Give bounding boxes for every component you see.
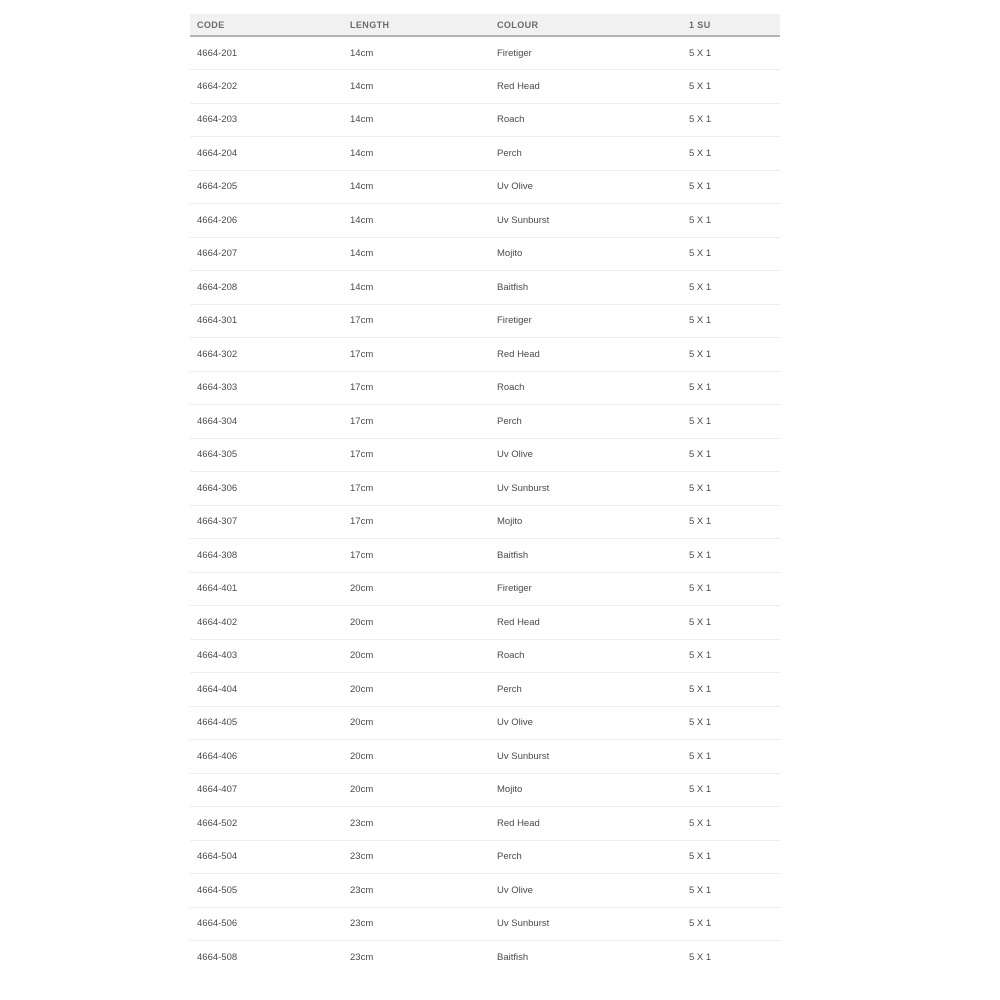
- product-spec-table-container: [190, 14, 780, 974]
- cell-su: 5 X 1: [682, 103, 780, 137]
- cell-code: 4664-502: [190, 807, 343, 841]
- table-row: [190, 36, 780, 70]
- table-row: [190, 103, 780, 137]
- cell-su: 5 X 1: [682, 706, 780, 740]
- cell-code: 4664-505: [190, 874, 343, 908]
- cell-su: 5 X 1: [682, 639, 780, 673]
- cell-length: 20cm: [343, 740, 490, 774]
- cell-su: 5 X 1: [682, 740, 780, 774]
- cell-colour: Roach: [490, 371, 682, 405]
- cell-length: 23cm: [343, 807, 490, 841]
- column-header-colour: COLOUR: [490, 14, 682, 36]
- cell-length: 20cm: [343, 773, 490, 807]
- cell-code: 4664-207: [190, 237, 343, 271]
- cell-length: 23cm: [343, 874, 490, 908]
- table-row: [190, 505, 780, 539]
- cell-code: 4664-405: [190, 706, 343, 740]
- table-row: [190, 941, 780, 975]
- cell-code: 4664-504: [190, 840, 343, 874]
- cell-su: 5 X 1: [682, 606, 780, 640]
- cell-code: 4664-506: [190, 907, 343, 941]
- cell-colour: Baitfish: [490, 539, 682, 573]
- cell-length: 14cm: [343, 36, 490, 70]
- table-row: [190, 371, 780, 405]
- cell-colour: Roach: [490, 639, 682, 673]
- cell-code: 4664-302: [190, 338, 343, 372]
- cell-length: 17cm: [343, 438, 490, 472]
- cell-length: 14cm: [343, 271, 490, 305]
- cell-code: 4664-407: [190, 773, 343, 807]
- cell-colour: Perch: [490, 405, 682, 439]
- cell-length: 17cm: [343, 505, 490, 539]
- table-row: [190, 840, 780, 874]
- table-row: [190, 706, 780, 740]
- cell-colour: Baitfish: [497, 952, 529, 963]
- cell-su: 5 X 1: [682, 405, 780, 439]
- cell-colour: Mojito: [490, 237, 682, 271]
- cell-colour: Uv Sunburst: [490, 204, 682, 238]
- cell-colour: Uv Olive: [490, 874, 682, 908]
- cell-code: 4664-402: [190, 606, 343, 640]
- cell-su: 5 X 1: [682, 137, 780, 171]
- cell-su: 5 X 1: [682, 773, 780, 807]
- cell-su: 5 X 1: [682, 907, 780, 941]
- cell-colour: Red Head: [490, 338, 682, 372]
- table-row: [190, 170, 780, 204]
- table-row: [190, 606, 780, 640]
- cell-code: 4664-203: [190, 103, 343, 137]
- column-header-su: 1 SU: [682, 14, 780, 36]
- cell-su: 5 X 1: [689, 952, 712, 963]
- cell-length: 17cm: [343, 371, 490, 405]
- cell-length: 14cm: [343, 103, 490, 137]
- cell-colour: Uv Olive: [490, 706, 682, 740]
- product-spec-table: [190, 14, 780, 974]
- cell-code: 4664-307: [190, 505, 343, 539]
- cell-length: 17cm: [343, 405, 490, 439]
- cell-su: 5 X 1: [682, 237, 780, 271]
- cell-length: 20cm: [343, 606, 490, 640]
- table-row: [190, 539, 780, 573]
- cell-su: 5 X 1: [682, 472, 780, 506]
- cell-colour: Red Head: [490, 807, 682, 841]
- table-row: [190, 773, 780, 807]
- table-row: [190, 907, 780, 941]
- cell-su: 5 X 1: [682, 371, 780, 405]
- cell-length: 23cm: [350, 952, 374, 963]
- cell-length: 14cm: [343, 170, 490, 204]
- cell-colour: Firetiger: [490, 304, 682, 338]
- cell-code: 4664-202: [190, 70, 343, 104]
- table-row: [190, 807, 780, 841]
- cell-code: 4664-404: [190, 673, 343, 707]
- cell-colour: Mojito: [490, 505, 682, 539]
- cell-code: 4664-306: [190, 472, 343, 506]
- cell-colour: Uv Sunburst: [490, 740, 682, 774]
- cell-colour: Red Head: [490, 70, 682, 104]
- cell-length: 23cm: [343, 907, 490, 941]
- table-row: [190, 740, 780, 774]
- cell-code: 4664-206: [190, 204, 343, 238]
- cell-code: 4664-305: [190, 438, 343, 472]
- cell-code: 4664-303: [190, 371, 343, 405]
- table-row: [190, 572, 780, 606]
- cell-su: 5 X 1: [682, 874, 780, 908]
- cell-length: 17cm: [343, 472, 490, 506]
- cell-code: 4664-208: [190, 271, 343, 305]
- cell-colour: Baitfish: [490, 271, 682, 305]
- table-row: [190, 137, 780, 171]
- cell-code: 4664-401: [190, 572, 343, 606]
- cell-su: 5 X 1: [682, 673, 780, 707]
- cell-su: 5 X 1: [682, 70, 780, 104]
- cell-su: 5 X 1: [682, 170, 780, 204]
- cell-su: 5 X 1: [682, 840, 780, 874]
- cell-length: 14cm: [343, 237, 490, 271]
- cell-colour: Red Head: [490, 606, 682, 640]
- cell-length: 14cm: [343, 70, 490, 104]
- cell-su: 5 X 1: [682, 539, 780, 573]
- table-body: [190, 36, 780, 974]
- table-row: [190, 204, 780, 238]
- cell-su: 5 X 1: [682, 36, 780, 70]
- cell-su: 5 X 1: [682, 505, 780, 539]
- cell-colour: Perch: [490, 840, 682, 874]
- table-row: [190, 304, 780, 338]
- table-row: [190, 237, 780, 271]
- cell-code: 4664-205: [190, 170, 343, 204]
- cell-code: 4664-204: [190, 137, 343, 171]
- cell-code: 4664-406: [190, 740, 343, 774]
- cell-colour: Uv Olive: [490, 438, 682, 472]
- table-header: [190, 14, 780, 36]
- cell-colour: Roach: [490, 103, 682, 137]
- cell-length: 17cm: [343, 539, 490, 573]
- table-row: [190, 271, 780, 305]
- cell-su: 5 X 1: [682, 304, 780, 338]
- cell-colour: Uv Sunburst: [490, 472, 682, 506]
- table-row: [190, 874, 780, 908]
- table-row: [190, 338, 780, 372]
- cell-length: 20cm: [343, 706, 490, 740]
- cell-code: 4664-403: [190, 639, 343, 673]
- cell-length: 23cm: [343, 840, 490, 874]
- cell-code: 4664-301: [190, 304, 343, 338]
- cell-su: 5 X 1: [682, 271, 780, 305]
- cell-colour: Uv Olive: [490, 170, 682, 204]
- cell-colour: Firetiger: [490, 36, 682, 70]
- cell-code: 4664-508: [197, 952, 238, 963]
- cell-su: 5 X 1: [682, 438, 780, 472]
- cell-su: 5 X 1: [682, 807, 780, 841]
- cell-length: 20cm: [343, 673, 490, 707]
- cell-colour: Firetiger: [490, 572, 682, 606]
- table-row: [190, 438, 780, 472]
- table-row: [190, 639, 780, 673]
- cell-su: 5 X 1: [682, 204, 780, 238]
- cell-length: 17cm: [343, 304, 490, 338]
- table-row: [190, 472, 780, 506]
- cell-length: 20cm: [343, 572, 490, 606]
- cell-colour: Perch: [490, 137, 682, 171]
- cell-colour: Perch: [490, 673, 682, 707]
- cell-colour: Mojito: [490, 773, 682, 807]
- column-header-code: CODE: [190, 14, 343, 36]
- column-header-length: LENGTH: [343, 14, 490, 36]
- cell-code: 4664-201: [190, 36, 343, 70]
- cell-su: 5 X 1: [682, 338, 780, 372]
- cell-length: 17cm: [343, 338, 490, 372]
- table-header-row: [190, 14, 780, 36]
- cell-su: 5 X 1: [682, 572, 780, 606]
- cell-code: 4664-304: [190, 405, 343, 439]
- cell-colour: Uv Sunburst: [490, 907, 682, 941]
- cell-length: 20cm: [343, 639, 490, 673]
- table-row: [190, 405, 780, 439]
- cell-length: 14cm: [343, 137, 490, 171]
- cell-code: 4664-308: [190, 539, 343, 573]
- table-row: [190, 70, 780, 104]
- cell-length: 14cm: [343, 204, 490, 238]
- table-row: [190, 673, 780, 707]
